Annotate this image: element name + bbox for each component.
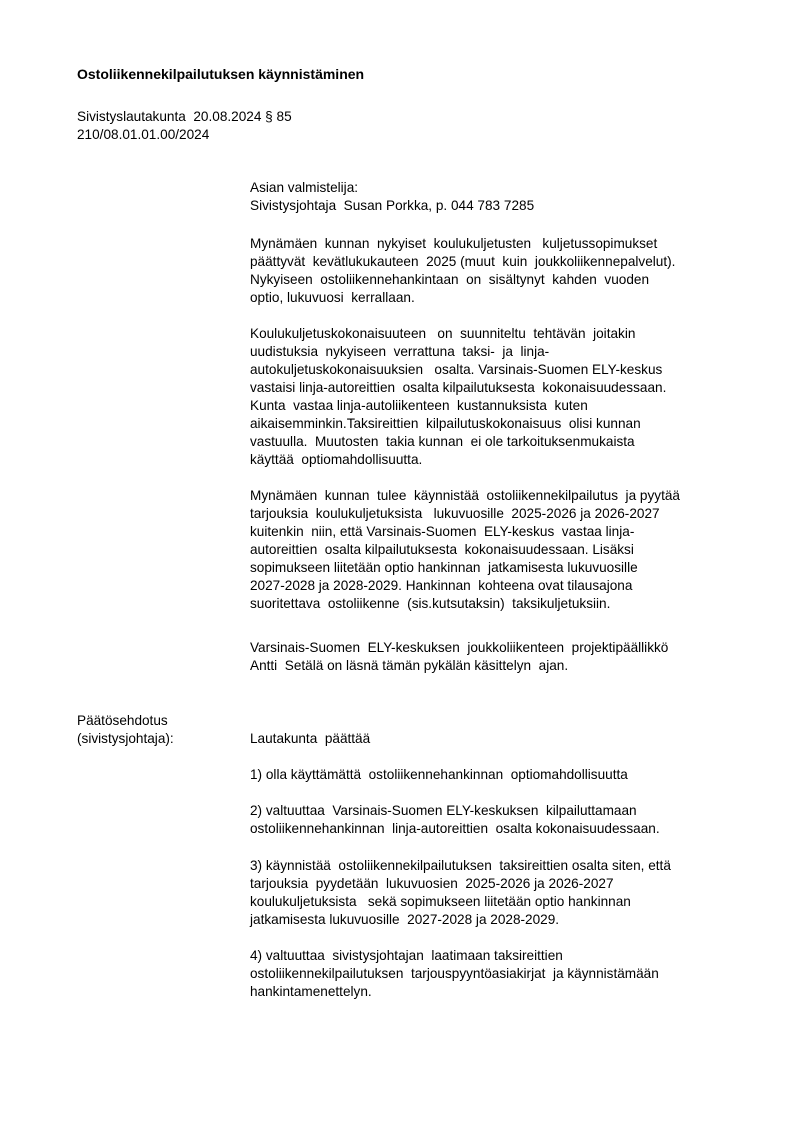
proposal-intro: Lautakunta päättää xyxy=(250,731,371,746)
paragraph-line: Koulukuljetuskokonaisuuteen on suunniteltu tehtävän joitakin xyxy=(250,326,636,341)
proposal-item-line: 1) olla käyttämättä ostoliikennehankinnan optiomahdollisuutta xyxy=(250,767,628,782)
paragraph-line: Mynämäen kunnan nykyiset koulukuljetusten kuljetussopimukset xyxy=(250,236,658,251)
proposal-item-line: ostoliikennekilpailutuksen tarjouspyyntöasiakirjat ja käynnistämään xyxy=(250,966,659,981)
proposal-item-line: tarjouksia pyydetään lukuvuosien 2025-2026 ja 2026-2027 xyxy=(250,876,614,891)
paragraph-line: päättyvät kevätlukukauteen 2025 (muut kuin joukkoliikennepalvelut). xyxy=(250,254,676,269)
paragraph-line: autokuljetuskokonaisuuksien osalta. Varsinais-Suomen ELY-keskus xyxy=(250,362,663,377)
paragraph-line: vastaisi linja-autoreittien osalta kilpailutuksesta kokonaisuudessaan. xyxy=(250,380,667,395)
proposal-item-line: jatkamisesta lukuvuosille 2027-2028 ja 2028-2029. xyxy=(250,912,560,927)
proposal-item-line: 2) valtuuttaa Varsinais-Suomen ELY-keskuksen kilpailuttamaan xyxy=(250,803,637,818)
paragraph-line: suoritettava ostoliikenne (sis.kutsutaksin) taksikuljetuksiin. xyxy=(250,596,611,611)
proposal-author: (sivistysjohtaja): xyxy=(77,731,174,746)
paragraph-line: Mynämäen kunnan tulee käynnistää ostoliikennekilpailutus ja pyytää xyxy=(250,488,680,503)
paragraph-line: aikaisemminkin.Taksireittien kilpailutuskokonaisuus olisi kunnan xyxy=(250,416,641,431)
paragraph-line: autoreittien osalta kilpailutuksesta kokonaisuudessaan. Lisäksi xyxy=(250,542,634,557)
document-title: Ostoliikennekilpailutuksen käynnistäminen xyxy=(77,66,365,82)
proposal-item-line: 3) käynnistää ostoliikennekilpailutuksen taksireittien osalta siten, että xyxy=(250,858,671,873)
preparer-name: Sivistysjohtaja Susan Porkka, p. 044 783 7285 xyxy=(250,198,535,213)
paragraph-line: käyttää optiomahdollisuutta. xyxy=(250,452,423,467)
paragraph-line: kuitenkin niin, että Varsinais-Suomen ELY-keskus vastaa linja- xyxy=(250,524,635,539)
proposal-label: Päätösehdotus xyxy=(77,713,168,728)
proposal-item-line: koulukuljetuksista sekä sopimukseen liitetään optio hankinnan xyxy=(250,894,631,909)
paragraph-line: vastuulla. Muutosten takia kunnan ei ole tarkoituksenmukaista xyxy=(250,434,635,449)
preparer-label: Asian valmistelija: xyxy=(250,180,359,195)
meeting-info: Sivistyslautakunta 20.08.2024 § 85 xyxy=(77,109,292,124)
paragraph-line: optio, lukuvuosi kerrallaan. xyxy=(250,290,415,305)
paragraph-line: Kunta vastaa linja-autoliikenteen kustannuksista kuten xyxy=(250,398,588,413)
paragraph-line: uudistuksia nykyiseen verrattuna taksi- ja linja- xyxy=(250,344,550,359)
paragraph-line: sopimukseen liitetään optio hankinnan jatkamisesta lukuvuosille xyxy=(250,560,638,575)
paragraph-line: Nykyiseen ostoliikennehankintaan on sisältynyt kahden vuoden xyxy=(250,272,649,287)
proposal-item-line: ostoliikennehankinnan linja-autoreittien osalta kokonaisuudessaan. xyxy=(250,821,660,836)
paragraph-line: Varsinais-Suomen ELY-keskuksen joukkoliikenteen projektipäällikkö xyxy=(250,640,669,655)
paragraph-line: 2027-2028 ja 2028-2029. Hankinnan kohteena ovat tilausajona xyxy=(250,578,633,593)
proposal-item-line: hankintamenettelyn. xyxy=(250,984,372,999)
case-number: 210/08.01.01.00/2024 xyxy=(77,127,210,142)
paragraph-line: tarjouksia koulukuljetuksista lukuvuosille 2025-2026 ja 2026-2027 xyxy=(250,506,660,521)
paragraph-line: Antti Setälä on läsnä tämän pykälän käsittelyn ajan. xyxy=(250,658,569,673)
proposal-item-line: 4) valtuuttaa sivistysjohtajan laatimaan taksireittien xyxy=(250,948,563,963)
